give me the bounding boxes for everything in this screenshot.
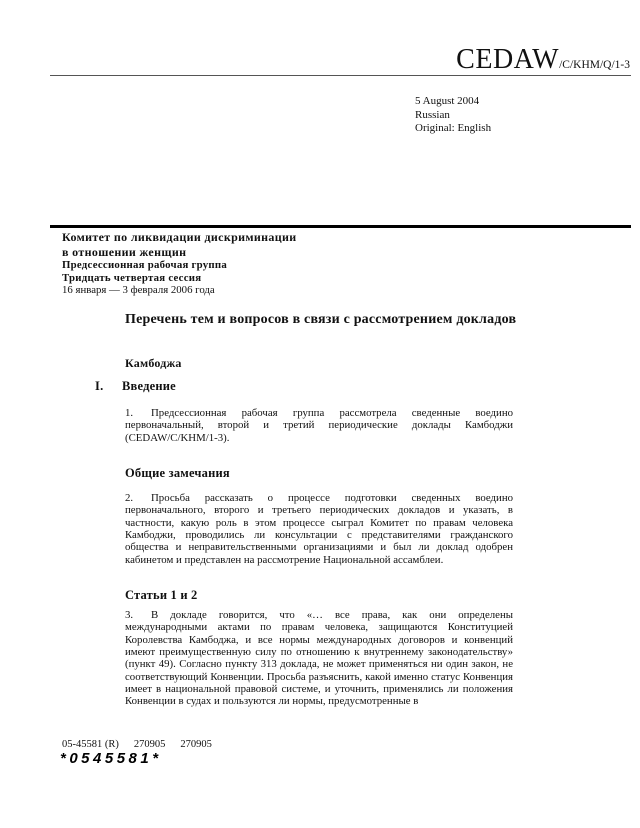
document-language: Russian (415, 108, 450, 121)
paragraph-2-number: 2. (125, 492, 134, 504)
session-title: Тридцать четвертая сессия (62, 271, 202, 284)
committee-name-line2: в отношении женщин (62, 244, 187, 259)
heading-general-remarks: Общие замечания (125, 466, 230, 480)
masthead (62, 230, 297, 297)
document-date: 5 August 2004 (415, 95, 480, 107)
paragraph-1 (125, 407, 513, 444)
header-rule (50, 75, 631, 76)
paragraph-1-number: 1. (125, 407, 134, 419)
paragraph-1-text: Предсессионная рабочая группа рассмотрела сведенные воедино первоначальный, второй и третий периодические доклады Камбоджи (CEDAW/C/KHM/1-3). (125, 407, 513, 444)
footer-code-2: 270905 (180, 739, 212, 750)
country-heading: Камбоджа (125, 356, 182, 370)
paragraph-3-text: В докладе говорится, что «… все права, как они определены международными актами по правам человека, защищаются Конституцией Королевства Камбоджа, и все нормы международных договоров и конвенций имеют преимущественную силу по отношению к внутреннему законодательству» (пункт 49). Согласно пункту 313 доклада, не может применяться ни один закон, не соответствующий Конвенции. Просьба разъяснить, какой именно статус Конвенция имеет в национальной правовой системе, и уточнить, применялись ли положения Конвенции в судах и пользуются ли нормы, предусмотренные в (125, 609, 513, 708)
document-symbol (456, 44, 630, 76)
document-symbol-main: CEDAW (456, 44, 560, 75)
masthead-rule (50, 225, 631, 228)
section-number: I. (95, 379, 104, 393)
section-heading-introduction (95, 379, 176, 394)
heading-articles-1-2: Статьи 1 и 2 (125, 588, 198, 602)
document-symbol-suffix: /C/KHM/Q/1-3 (559, 59, 630, 71)
barcode-text: *0545581* (60, 750, 162, 767)
document-original-language: Original: English (415, 122, 492, 134)
paragraph-3-number: 3. (125, 609, 134, 621)
working-group: Предсессионная рабочая группа (62, 259, 228, 271)
session-dates: 16 января — 3 февраля 2006 года (62, 284, 215, 297)
committee-name-line1: Комитет по ликвидации дискриминации (62, 230, 297, 244)
footer-document-id (62, 739, 212, 750)
page-title: Перечень тем и вопросов в связи с рассмотрением докладов (125, 312, 517, 327)
paragraph-2 (125, 492, 513, 566)
footer-code-1: 270905 (133, 739, 166, 750)
section-title: Введение (122, 379, 176, 393)
paragraph-3 (125, 609, 513, 708)
footer-document-number: 05-45581 (R) (62, 739, 119, 750)
paragraph-2-text: Просьба рассказать о процессе подготовки сведенных воедино первоначального, второго и третьего периодических докладов и указать, в частности, какую роль в этом процессе сыграл Комитет по правам человека Камбоджи, проводились ли консультации с представителями гражданского общества и неправительственными организациями и был ли доклад одобрен кабинетом и представлен на рассмотрение Национальной ассамблеи. (125, 492, 513, 566)
date-block (415, 95, 491, 136)
